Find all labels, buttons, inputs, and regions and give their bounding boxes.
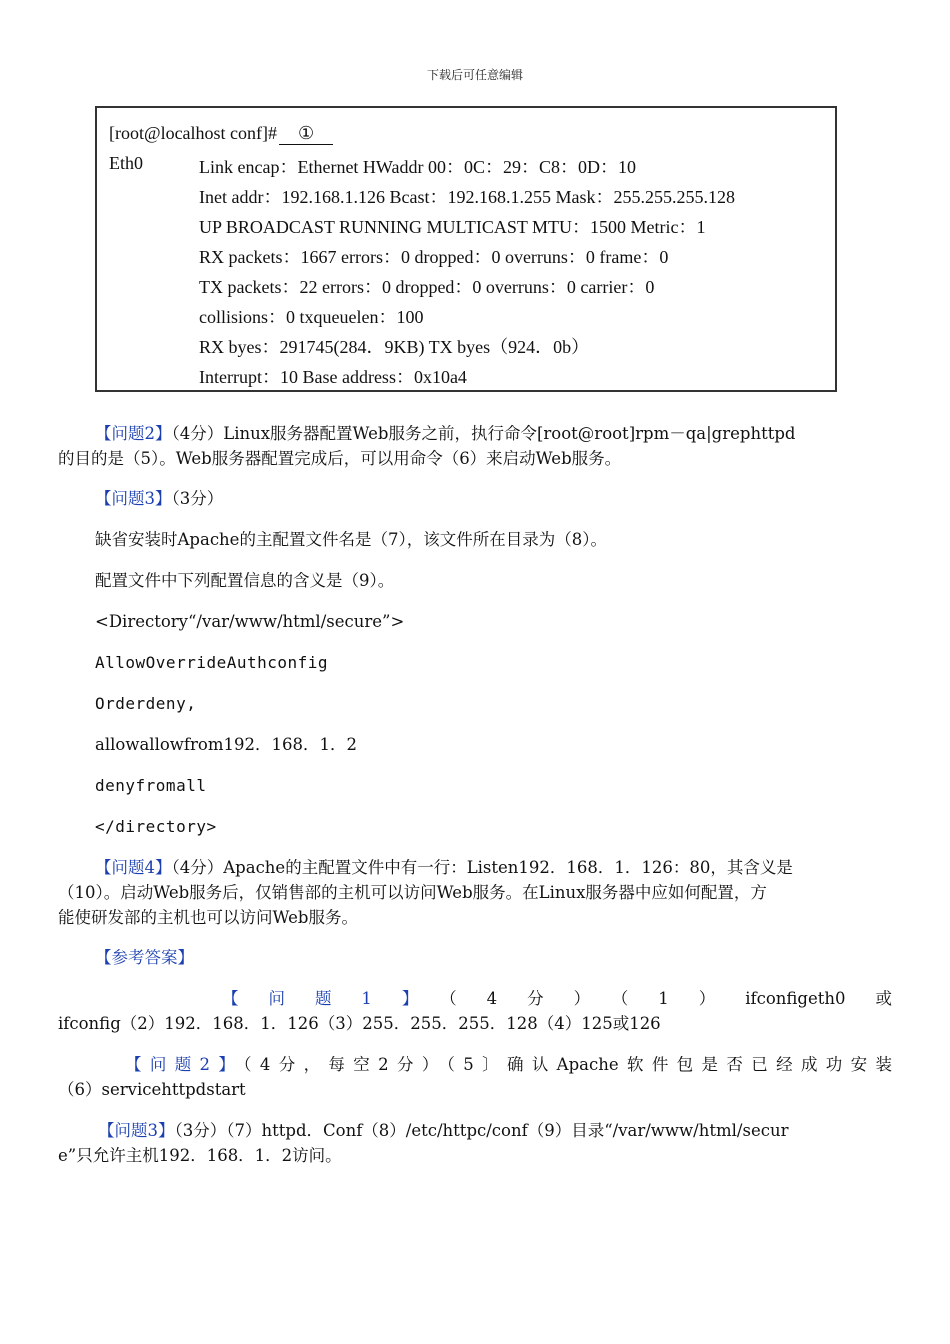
terminal-output-box <box>95 106 837 392</box>
answer-tag: 【问题3】 <box>98 1121 175 1140</box>
ifconfig-line: RX packets：1667 errors：0 dropped：0 overruns：0 frame：0 <box>199 247 669 267</box>
answer-1-continued: ifconfig（2）192．168．1．126（3）255．255．255．128（4）125或126 <box>58 1014 661 1033</box>
config-line: <Directory“/var/www/html/secure”> <box>95 612 405 631</box>
question-tag: 【问题3】 <box>95 489 172 508</box>
answer-1 <box>222 986 892 1011</box>
answers-heading: 【参考答案】 <box>95 948 194 967</box>
answer-text: （4分）（1）ifconfigeth0或 <box>448 989 892 1008</box>
question-tag: 【问题4】 <box>95 858 172 877</box>
answer-text: （4分，每空2分）（5〕确认Apache软件包是否已经成功安装 <box>243 1055 892 1074</box>
question-text: （3分） <box>171 489 224 508</box>
answer-tag: 【问题2】 <box>125 1055 244 1074</box>
config-line: </directory> <box>95 817 217 836</box>
page-header: 下载后可任意编辑 <box>426 68 523 82</box>
question-3-line: 缺省安装时Apache的主配置文件名是（7），该文件所在目录为（8）。 <box>95 530 607 549</box>
question-3 <box>95 486 223 511</box>
ifconfig-line: RX byes：291745(284．9KB) TX byes（924．0b） <box>199 337 590 357</box>
ifconfig-line: TX packets：22 errors：0 dropped：0 overruns：0 carrier：0 <box>199 277 655 297</box>
config-line: denyfromall <box>95 776 207 795</box>
config-line: allowallowfrom192．168．1．2 <box>95 735 357 754</box>
ifconfig-line: Inet addr：192.168.1.126 Bcast：192.168.1.255 Mask：255.255.255.128 <box>199 187 735 207</box>
ifconfig-line: UP BROADCAST RUNNING MULTICAST MTU：1500 Metric：1 <box>199 217 706 237</box>
answer-tag: 【问题1】 <box>222 989 449 1008</box>
answer-text: （3分）（7）httpd．Conf（8）/etc/httpc/conf（9）目录“/var/www/html/secur <box>174 1121 789 1140</box>
question-4-continued: 能使研发部的主机也可以访问Web服务。 <box>58 908 358 927</box>
ifconfig-line: Link encap：Ethernet HWaddr 00：0C：29：C8：0D：10 <box>199 157 636 177</box>
shell-prompt-line <box>109 123 333 145</box>
answer-3-continued: e”只允许主机192．168．1．2访问。 <box>58 1146 342 1165</box>
question-text: （4分）Apache的主配置文件中有一行：Listen192．168．1．126：80，其含义是 <box>171 858 793 877</box>
question-tag: 【问题2】 <box>95 424 172 443</box>
question-3-line: 配置文件中下列配置信息的含义是（9）。 <box>95 571 395 590</box>
config-line: AllowOverrideAuthconfig <box>95 653 329 672</box>
question-2 <box>95 421 892 446</box>
ifconfig-line: collisions：0 txqueuelen：100 <box>199 307 424 327</box>
question-text: （4分）Linux服务器配置Web服务之前，执行命令[root@root]rpm－qa|grephttpd <box>171 424 796 443</box>
question-2-continued: 的目的是（5）。Web服务器配置完成后，可以用命令（6）来启动Web服务。 <box>58 449 622 468</box>
question-4 <box>95 855 892 880</box>
shell-prompt: [root@localhost conf]# <box>109 123 278 143</box>
answer-2-continued: （6）servicehttpdstart <box>58 1080 246 1099</box>
answer-2 <box>125 1052 892 1077</box>
interface-name: Eth0 <box>109 153 143 173</box>
fill-blank-1: ① <box>279 123 333 145</box>
question-4-continued: （10）。启动Web服务后，仅销售部的主机可以访问Web服务。在Linux服务器中应如何配置，方 <box>58 883 767 902</box>
ifconfig-line: Interrupt：10 Base address：0x10a4 <box>199 367 467 387</box>
answer-3 <box>98 1118 892 1143</box>
config-line: Orderdeny, <box>95 694 197 713</box>
